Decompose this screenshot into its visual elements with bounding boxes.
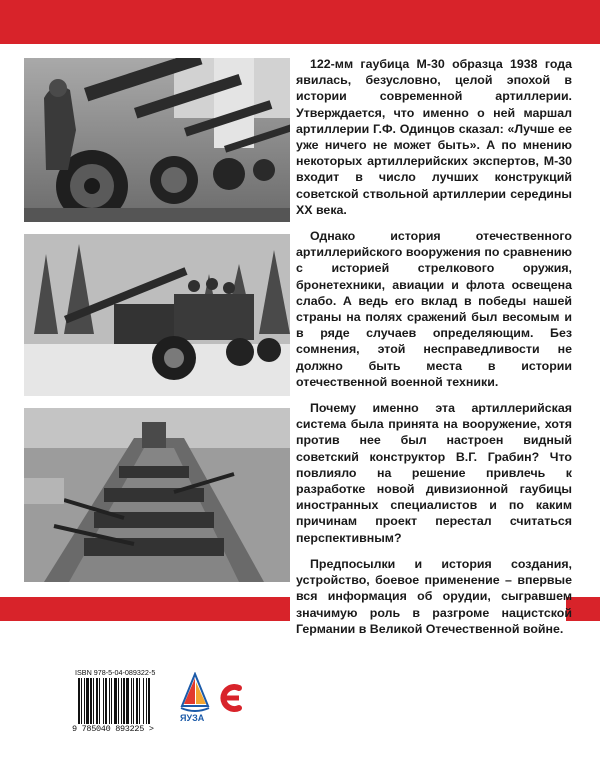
barcode-bar: [111, 678, 112, 724]
barcode-bar: [143, 678, 144, 724]
barcode-bar: [90, 678, 92, 724]
barcode-bar: [93, 678, 94, 724]
barcode-bar: [139, 678, 140, 724]
barcode-bar: [118, 678, 119, 724]
barcode-bar: [105, 678, 107, 724]
winter-towed-howitzer-photo: [24, 234, 290, 396]
barcode-digits: 9 785040 893225 >: [72, 724, 154, 734]
yauza-logo: [178, 672, 212, 726]
barcode-bar: [148, 678, 150, 724]
paragraph-3: Почему именно эта артиллерийская система была принята на вооружение, хотя против нее был настроен видный советский конструктор В.Г. Грабин? Что повлияло на решение привлечь к разработке новой дивизионной гаубицы иностранных специалистов и по каким причинам проект перестал считаться перспективным?: [296, 401, 572, 545]
barcode-bar: [136, 678, 138, 724]
barcode: [72, 668, 176, 734]
barcode-bar: [114, 678, 117, 724]
barcode-bar: [84, 678, 85, 724]
howitzer-assembly-line-photo: [24, 58, 290, 222]
barcode-bar: [131, 678, 132, 724]
barcode-bar: [121, 678, 122, 724]
paragraph-1: 122-мм гаубица М-30 образца 1938 года явилась, безусловно, целой эпохой в истории современной артиллерии. Утверждается, что именно о ней маршал артиллерии Г.Ф. Одинцов сказал: «Лучше ее уже ничего не может быть». А по мнению некоторых артиллерийских экспертов, М-30 входит в число лучших конструкций советской ствольной артиллерии середины XX века.: [296, 57, 572, 217]
barcode-bar: [126, 678, 129, 724]
barcode-bar: [133, 678, 134, 724]
photo-ship-deck-artillery: [24, 408, 290, 582]
barcode-bar: [123, 678, 125, 724]
photo-howitzer-assembly-line: [24, 58, 290, 222]
top-red-band: [0, 0, 600, 44]
barcode-bars: [72, 678, 176, 724]
eksmo-e-logo-icon: [217, 676, 245, 720]
paragraph-2: Однако история отечественного артиллерийского вооружения по сравнению с историей стрелкового оружия, бронетехники, авиации и флота освещена слабо. А ведь его вклад в победы нашей страны на полях сражений был весомым и в ряде случаев определяющим. Без сомнения, этой несправедливости не должно быть места в истории отечественной военной техники.: [296, 229, 572, 389]
ship-deck-artillery-photo: [24, 408, 290, 582]
barcode-bar: [96, 678, 98, 724]
left-red-band: [0, 597, 290, 621]
barcode-bar: [146, 678, 147, 724]
barcode-bar: [86, 678, 89, 724]
barcode-bar: [103, 678, 104, 724]
paragraph-4: Предпосылки и история создания, устройство, боевое применение – впервые вся информация об орудии, сыгравшем значимую роль в разгроме нацистской Германии в Великой Отечественной войне.: [296, 556, 572, 636]
barcode-bar: [99, 678, 100, 724]
yauza-sail-logo-icon: [178, 672, 212, 714]
eksmo-logo: [217, 676, 245, 720]
barcode-bar: [78, 678, 80, 724]
photo-winter-towed-howitzer: [24, 234, 290, 396]
isbn-label: ISBN 978-5-04-089322-5: [75, 668, 156, 677]
barcode-bar: [109, 678, 110, 724]
annotation-text: [296, 56, 572, 647]
barcode-bar: [81, 678, 82, 724]
yauza-logo-word: ЯУЗА: [180, 713, 205, 723]
